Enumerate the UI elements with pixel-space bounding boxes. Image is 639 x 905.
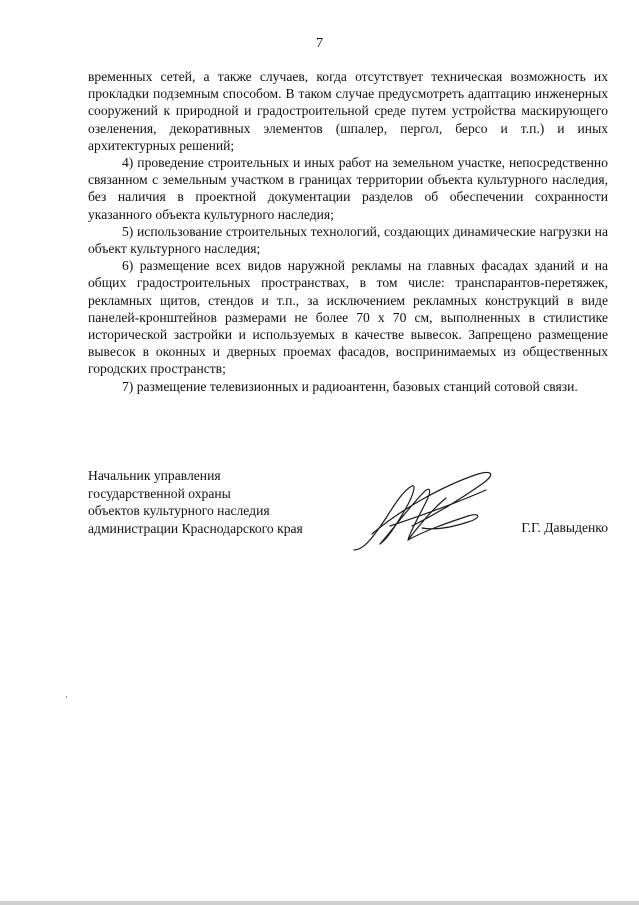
handwritten-signature xyxy=(350,464,500,556)
signature-block xyxy=(88,467,608,557)
signatory-title-line: Начальник управления xyxy=(88,468,221,483)
paragraph-item-4: 4) проведение строительных и иных работ на земельном участке, непосредственно связанном с земельным участком в границах территории объекта культурного наследия, без наличия в проектной документации разделов об обеспечении сохранности указанного объекта культурного наследия; xyxy=(88,155,608,222)
signatory-title-line: объектов культурного наследия xyxy=(88,503,270,519)
signatory-title-line: администрации Краснодарского края xyxy=(88,520,303,536)
page-number: 7 xyxy=(316,36,323,51)
scan-speck xyxy=(66,696,67,698)
scan-bottom-edge xyxy=(0,901,639,905)
paragraph-continuation: временных сетей, а также случаев, когда отсутствует техническая возможность их прокладки подземным способом. В таком случае предусмотреть адаптацию инженерных сооружений к природной и градостроительной среде путем устройства маскирующего озеленения, декоративных элементов (шпалер, пергол, берсо и т.п.) и иных архитектурных решений; xyxy=(88,69,608,153)
paragraph-item-6: 6) размещение всех видов наружной рекламы на главных фасадах зданий и на общих градостроительных пространствах, в том числе: транспарантов-перетяжек, рекламных щитов, стендов и т.п., за исключением рекламных конструкций в виде панелей-кронштейнов размерами не более 70 х 70 см, выполненных в стилистике исторической застройки и используемых в качестве вывесок. Запрещено размещение вывесок в оконных и дверных проемах фасадов, воспринимаемых из общественных городских пространств; xyxy=(88,258,608,377)
signatory-name: Г.Г. Давыденко xyxy=(521,520,608,535)
paragraph-item-7: 7) размещение телевизионных и радиоантенн, базовых станций сотовой связи. xyxy=(122,378,578,394)
signatory-title xyxy=(88,467,348,537)
signatory-title-line: государственной охраны xyxy=(88,485,231,501)
paragraph-item-5: 5) использование строительных технологий, создающих динамические нагрузки на объект культурного наследия; xyxy=(88,223,608,257)
document-body xyxy=(88,68,608,395)
